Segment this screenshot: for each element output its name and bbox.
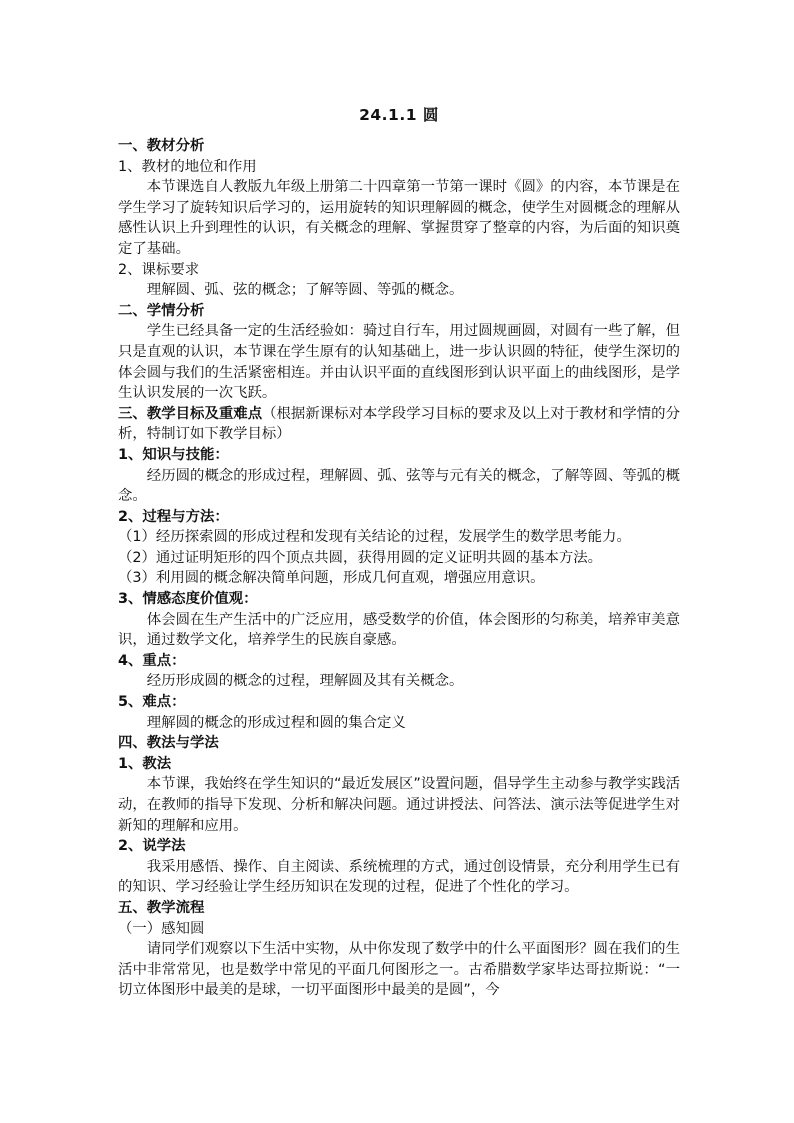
paragraph-curriculum: 理解圆、弧、弦的概念；了解等圆、等弧的概念。 (146, 282, 464, 299)
objectives-heading-bold: 三、教学目标及重难点 (118, 405, 263, 422)
section-heading-student-analysis: 二、学情分析 (118, 302, 205, 319)
page-title: 24.1.1 圆 (359, 106, 439, 124)
subheading-role: 1、教材的地位和作用 (118, 158, 257, 175)
objectives-heading-note: （根据新课标对本学段学习目标的要求及以上对于教材和学情的分析，特制订如下教学目标） (118, 405, 680, 443)
paragraph-learning-method: 我采用感悟、操作、自主阅读、系统梳理的方式，通过创设情景，充分利用学生已有的知识、学习经验让学生经历知识在发现的过程，促进了个性化的学习。 (118, 858, 680, 896)
subheading-learning-method: 2、说学法 (118, 838, 186, 855)
section-heading-methods: 四、教法与学法 (118, 735, 219, 752)
section-heading-objectives (118, 404, 680, 445)
paragraph-perceive-circle: 请同学们观察以下生活中实物，从中你发现了数学中的什么平面图形？圆在我们的生活中非常常见，也是数学中常见的平面几何图形之一。古希腊数学家毕达哥拉斯说：“一切立体图形中最美的是球，一切平面图形中最美的是圆”，今 (118, 941, 680, 999)
paragraph-role: 本节课选自人教版九年级上册第二十四章第一节第一课时《圆》的内容，本节课是在学生学习了旋转知识后学习的，运用旋转的知识理解圆的概念，使学生对圆概念的理解从感性认识上升到理性的认识，有关概念的理解、掌握贯穿了整章的内容，为后面的知识奠定了基础。 (118, 179, 680, 257)
subheading-process: 2、过程与方法： (118, 508, 229, 525)
paragraph-knowledge: 经历圆的概念的形成过程，理解圆、弧、弦等与元有关的概念，了解等圆、等弧的概念。 (118, 467, 680, 505)
subheading-values: 3、情感态度价值观： (118, 591, 258, 608)
subheading-perceive-circle: （一）感知圆 (118, 920, 205, 937)
paragraph-key-points: 经历形成圆的概念的过程，理解圆及其有关概念。 (146, 673, 464, 690)
paragraph-teaching-method: 本节课，我始终在学生知识的“最近发展区”设置问题，倡导学生主动参与教学实践活动，在教师的指导下发现、分析和解决问题。通过讲授法、问答法、演示法等促进学生对新知的理解和应用。 (118, 776, 680, 834)
section-heading-textbook-analysis: 一、教材分析 (118, 138, 205, 154)
subheading-difficulties: 5、难点： (118, 694, 186, 711)
document-body (118, 104, 680, 1001)
paragraph-student-analysis: 学生已经具备一定的生活经验如：骑过自行车，用过圆规画圆，对圆有一些了解，但只是直观的认识，本节课在学生原有的认知基础上，进一步认识圆的特征，使学生深切的体会圆与我们的生活紧密相连。并由认识平面的直线图形到认识平面上的曲线图形，是学生认识发展的一次飞跃。 (118, 323, 680, 402)
subheading-key-points: 4、重点： (118, 652, 186, 669)
subheading-knowledge: 1、知识与技能： (118, 446, 229, 463)
section-heading-process: 五、教学流程 (118, 899, 205, 916)
paragraph-values: 体会圆在生产生活中的广泛应用，感受数学的价值，体会图形的匀称美，培养审美意识，通过数学文化，培养学生的民族自豪感。 (118, 611, 680, 649)
subheading-curriculum: 2、课标要求 (118, 261, 200, 278)
paragraph-difficulties: 理解圆的概念的形成过程和圆的集合定义 (146, 714, 406, 731)
subheading-teaching-method: 1、教法 (118, 755, 172, 772)
list-item: （3）利用圆的概念解决简单问题，形成几何直观，增强应用意识。 (118, 570, 545, 587)
list-item: （1）经历探索圆的形成过程和发现有关结论的过程，发展学生的数学思考能力。 (118, 529, 631, 546)
list-item: （2）通过证明矩形的四个顶点共圆，获得用圆的定义证明共圆的基本方法。 (118, 549, 603, 566)
